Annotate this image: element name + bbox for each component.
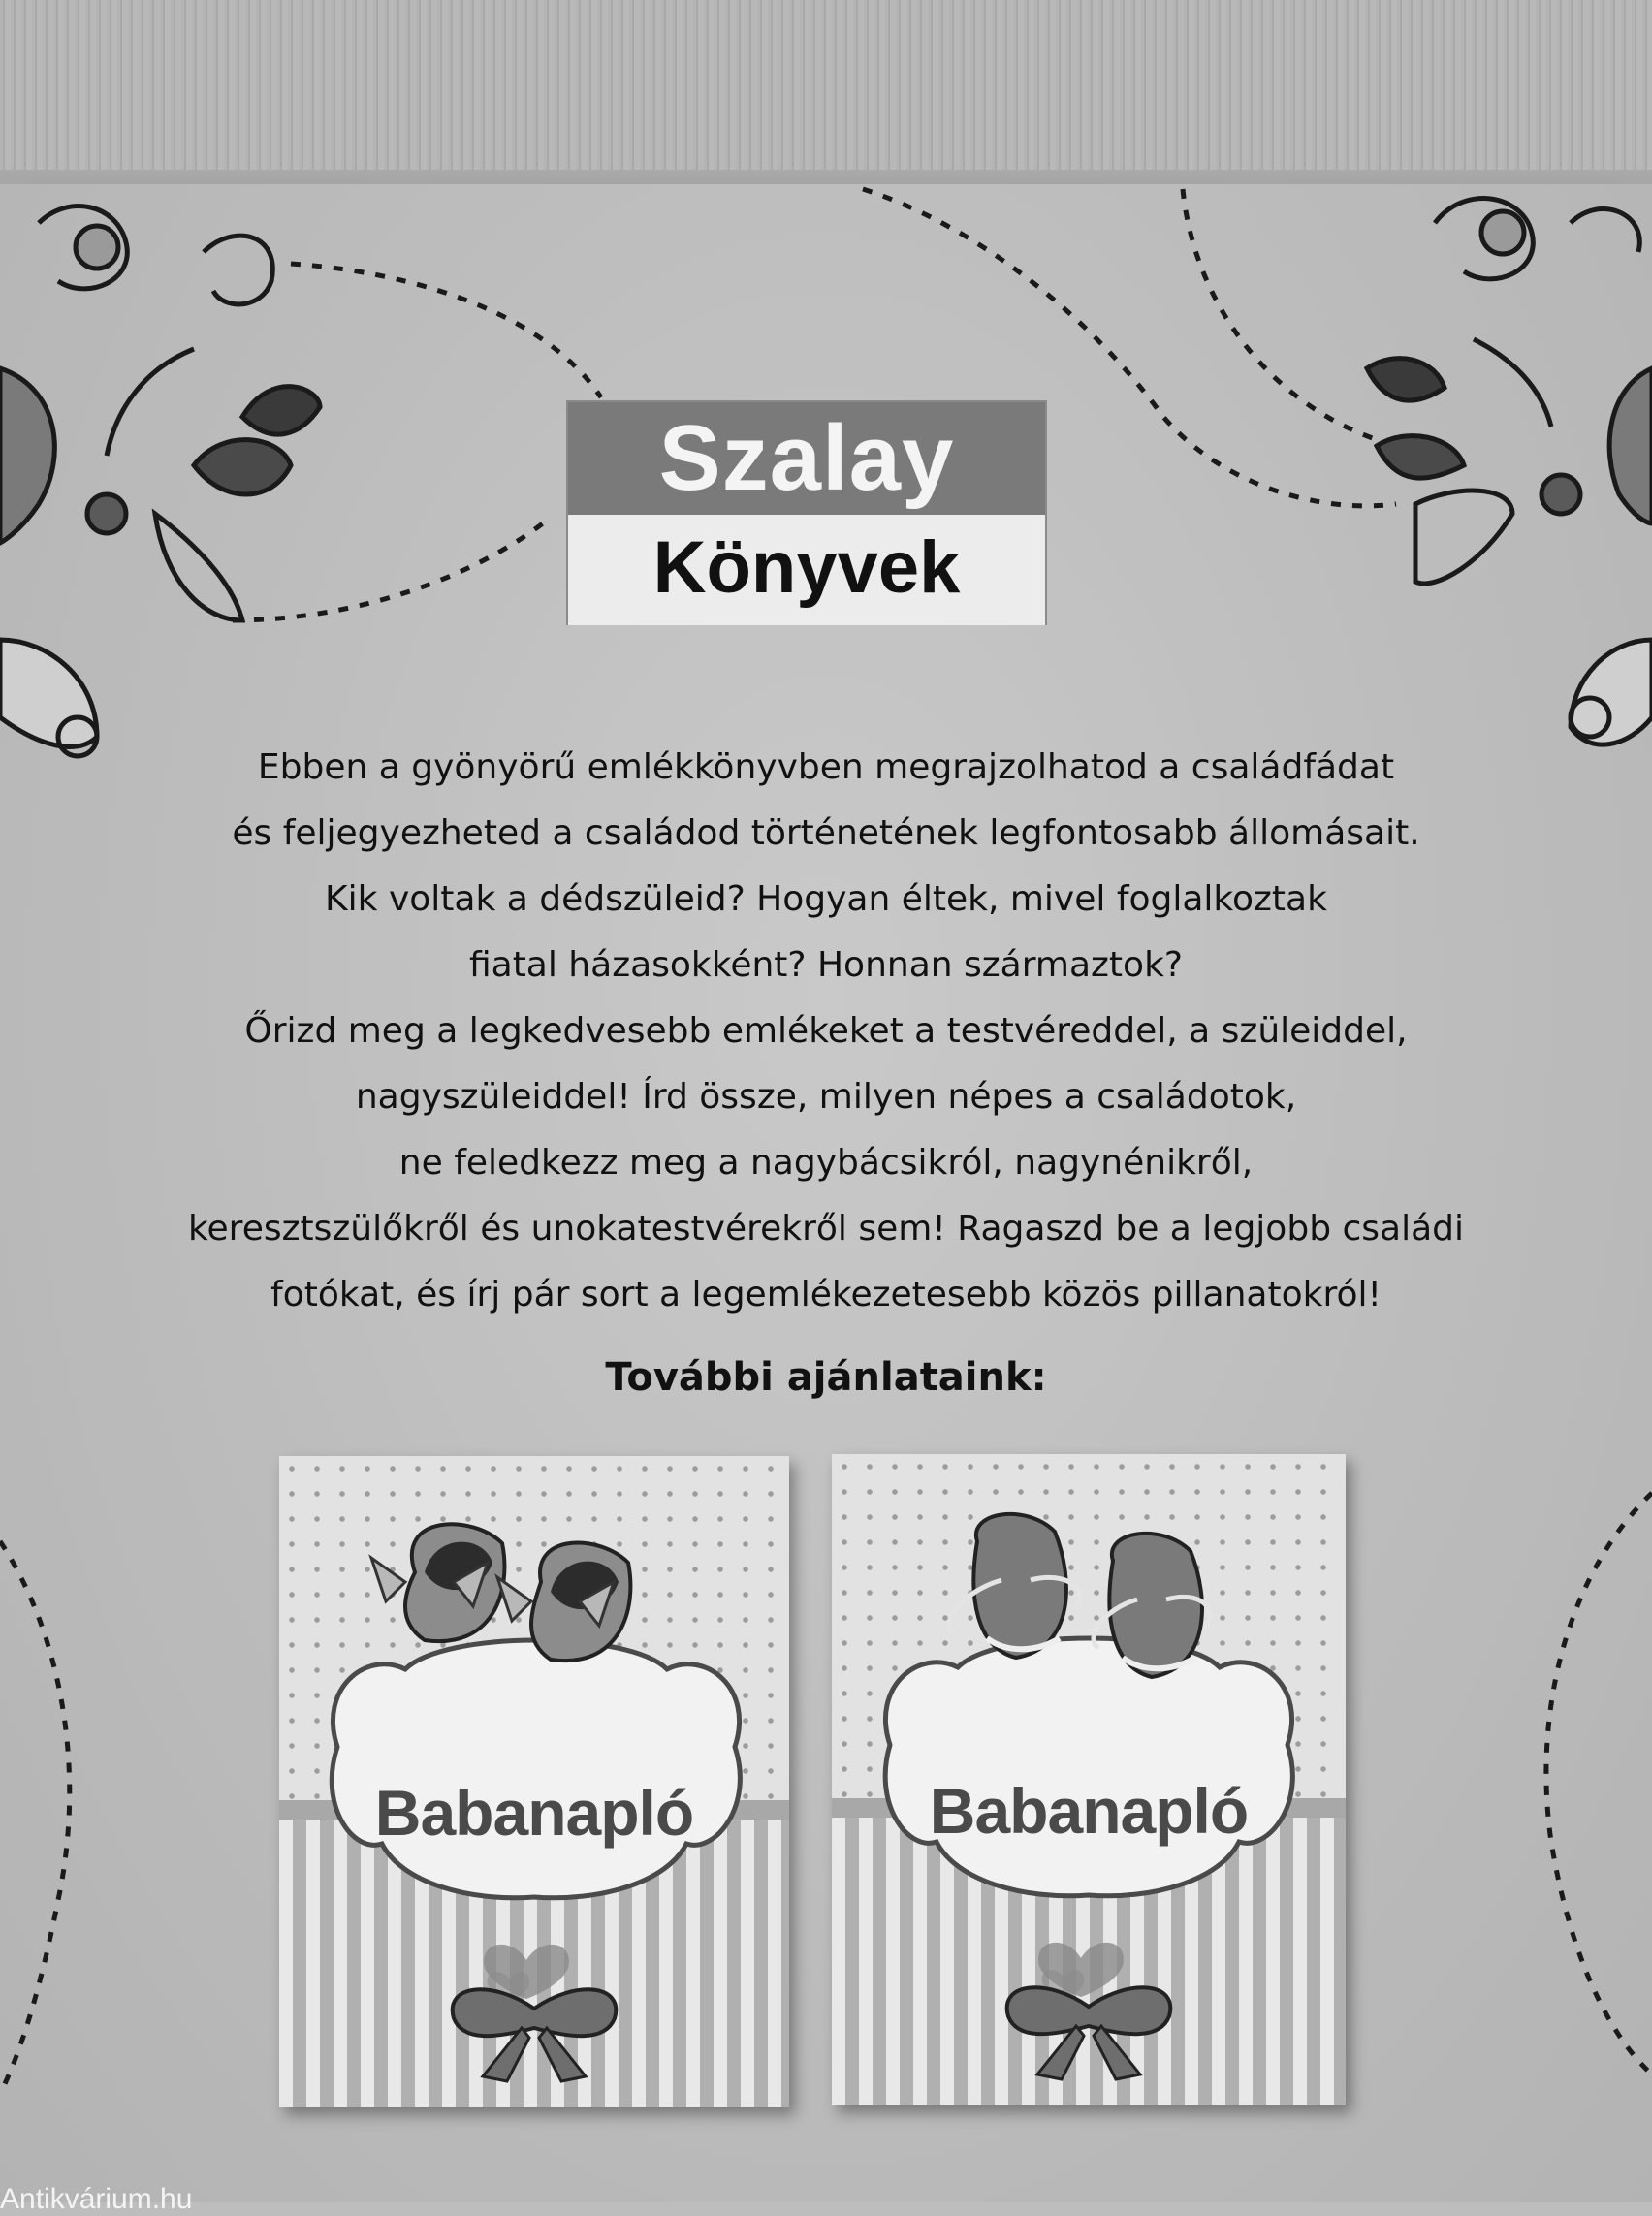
description-line: és feljegyezheted a családod történetének legfontosabb állomásait.: [232, 813, 1420, 853]
description-line: keresztszülőkről és unokatestvérekről sem! Ragaszd be a legjobb családi: [187, 1209, 1465, 1249]
description-line: fotókat, és írj pár sort a legemlékezetesebb közös pillanatokról!: [270, 1275, 1382, 1314]
description-line: Kik voltak a dédszüleid? Hogyan éltek, mivel foglalkoztak: [325, 879, 1327, 919]
book-cover-babanaplo-2: [832, 1454, 1346, 2105]
description-line: fiatal házasokként? Honnan származtok?: [468, 945, 1184, 985]
book-cover-babanaplo-1: [279, 1456, 789, 2107]
description-line: Ebben a gyönyörű emlékkönyvben megrajzolhatod a családfádat: [257, 747, 1395, 787]
logo-line-1: Szalay: [568, 402, 1045, 515]
publisher-logo: [566, 400, 1047, 625]
offers-heading: További ajánlataink:: [605, 1355, 1047, 1400]
logo-line-2: Könyvek: [568, 515, 1045, 625]
watermark: Antikvárium.hu: [0, 2183, 193, 2215]
book-title: Babanapló: [929, 1775, 1249, 1847]
description-line: nagyszüleiddel! Írd össze, milyen népes a családotok,: [355, 1077, 1297, 1117]
description-line: ne feledkezz meg a nagybácsikról, nagynénikről,: [398, 1143, 1254, 1183]
description-line: Őrizd meg a legkedvesebb emlékeket a testvéreddel, a szüleiddel,: [244, 1011, 1408, 1051]
book-description: [58, 735, 1594, 1328]
book-title: Babanapló: [374, 1777, 694, 1849]
